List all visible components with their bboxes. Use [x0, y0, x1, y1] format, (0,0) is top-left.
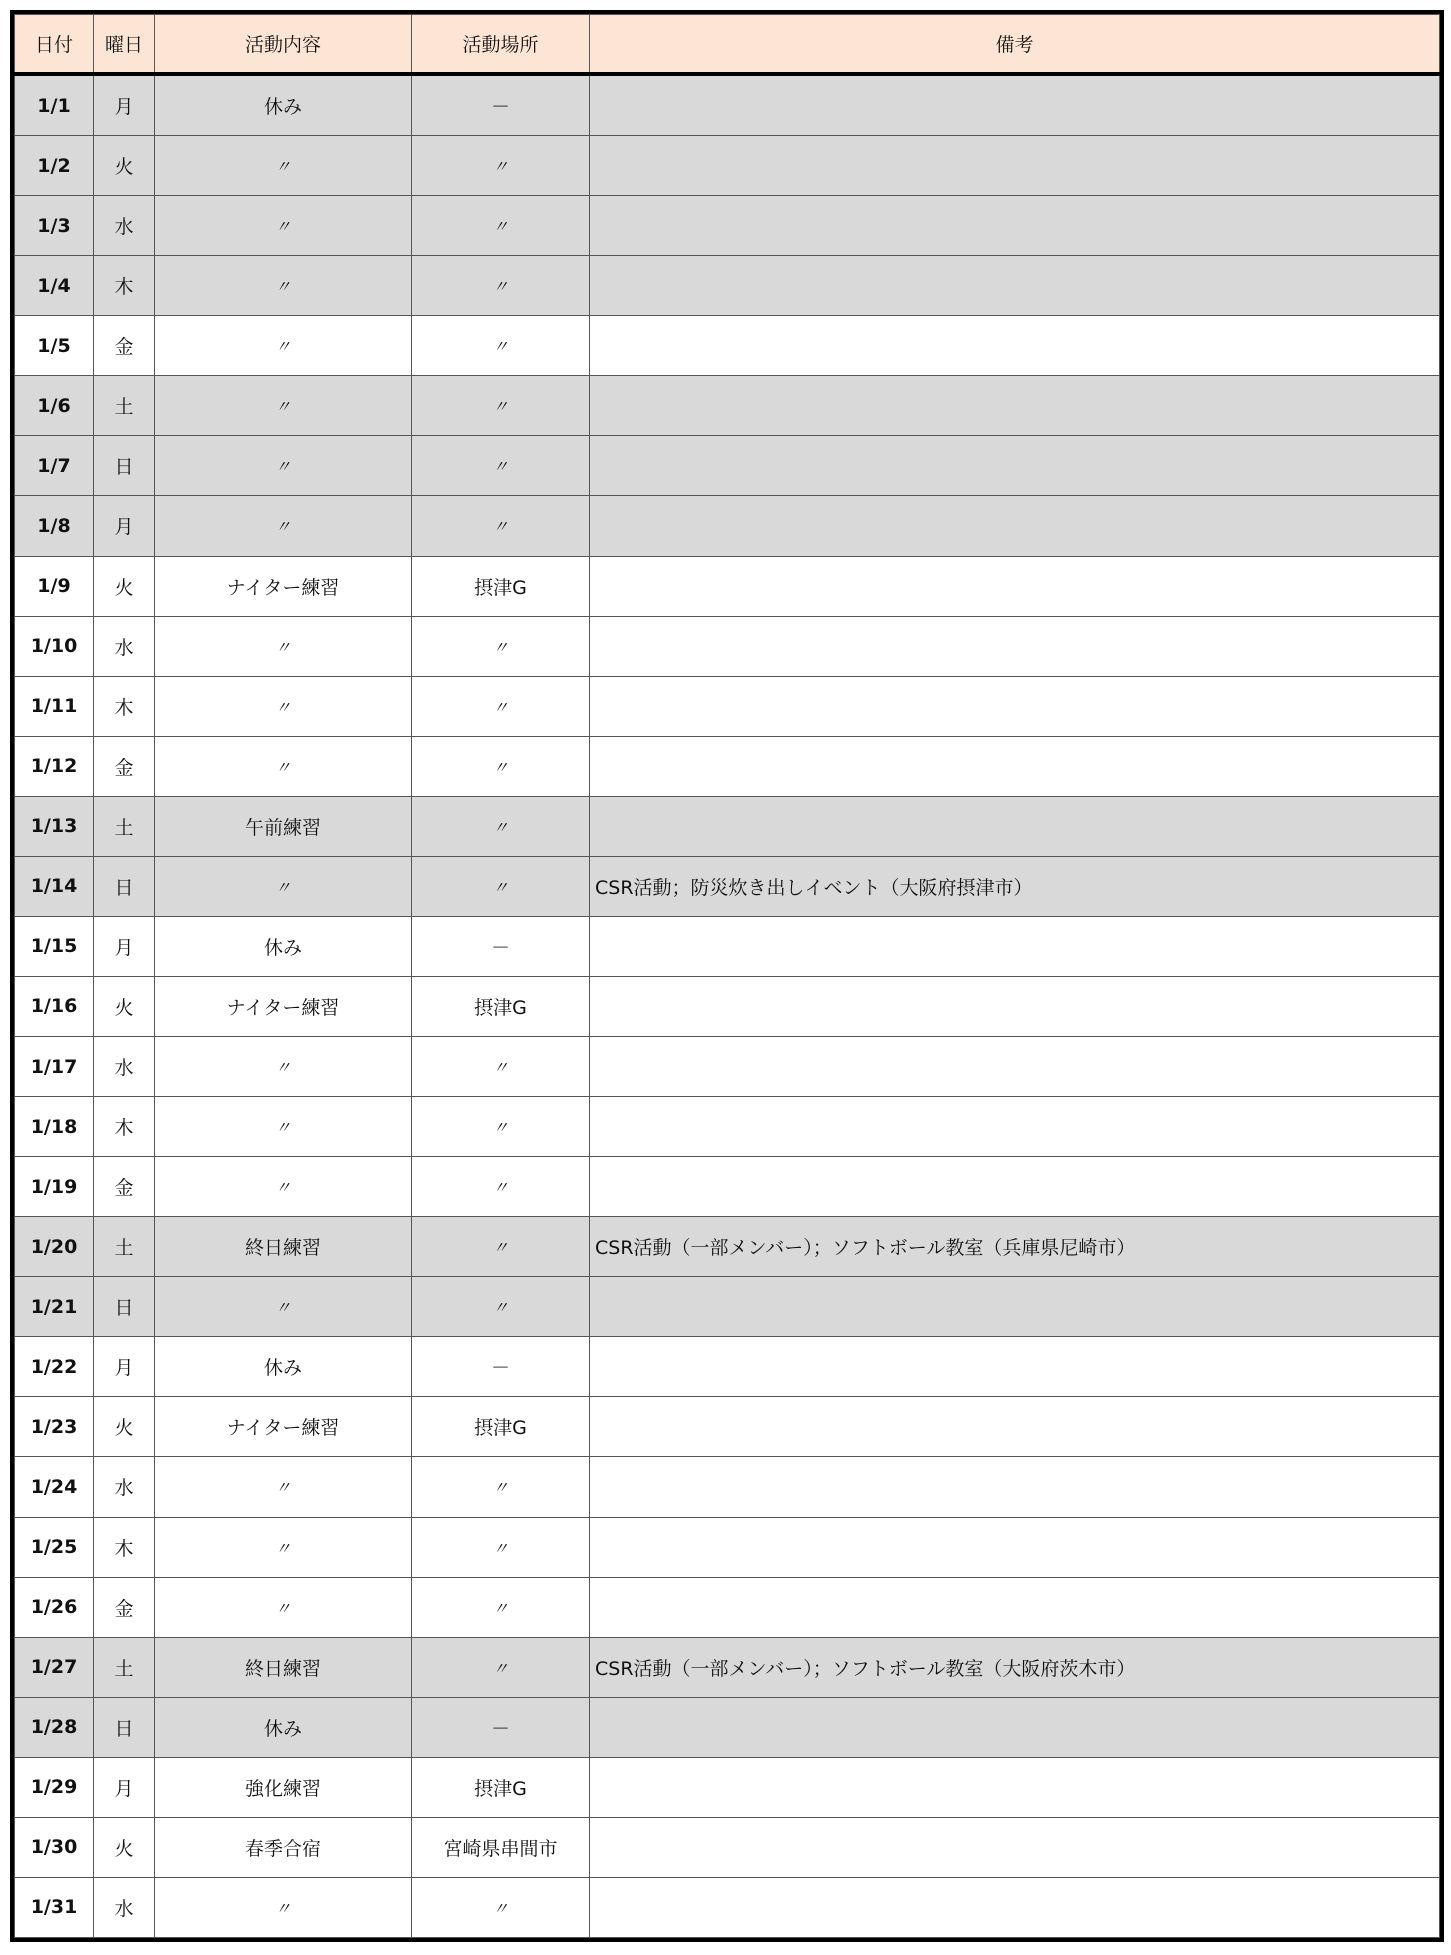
cell-note	[590, 1277, 1440, 1337]
cell-activity: 休み	[155, 74, 412, 136]
cell-date: 1/4	[15, 256, 94, 316]
table-row	[15, 616, 1440, 676]
cell-date: 1/30	[15, 1817, 94, 1877]
cell-day: 土	[94, 376, 155, 436]
header-row	[15, 15, 1440, 75]
table-row	[15, 796, 1440, 856]
cell-place: 摂津G	[412, 556, 590, 616]
cell-activity: 〃	[155, 856, 412, 916]
cell-note	[590, 1517, 1440, 1577]
cell-activity: 〃	[155, 1577, 412, 1637]
table-row	[15, 1157, 1440, 1217]
header-activity: 活動内容	[155, 15, 412, 75]
cell-activity: 終日練習	[155, 1637, 412, 1697]
cell-activity: ナイター練習	[155, 556, 412, 616]
cell-day: 金	[94, 736, 155, 796]
cell-date: 1/15	[15, 916, 94, 976]
table-row	[15, 136, 1440, 196]
table-row	[15, 1697, 1440, 1757]
cell-activity: 〃	[155, 436, 412, 496]
cell-day: 火	[94, 136, 155, 196]
cell-note	[590, 1397, 1440, 1457]
cell-place: 〃	[412, 196, 590, 256]
cell-place: 〃	[412, 1637, 590, 1697]
cell-place: 〃	[412, 256, 590, 316]
cell-activity: 〃	[155, 316, 412, 376]
cell-day: 水	[94, 616, 155, 676]
cell-date: 1/20	[15, 1217, 94, 1277]
cell-date: 1/27	[15, 1637, 94, 1697]
cell-note	[590, 1337, 1440, 1397]
cell-day: 日	[94, 856, 155, 916]
cell-note: CSR活動；防災炊き出しイベント（大阪府摂津市）	[590, 856, 1440, 916]
cell-note	[590, 256, 1440, 316]
cell-note	[590, 616, 1440, 676]
cell-place: 〃	[412, 1157, 590, 1217]
table-row	[15, 496, 1440, 556]
cell-place: 〃	[412, 1217, 590, 1277]
cell-note	[590, 376, 1440, 436]
cell-date: 1/25	[15, 1517, 94, 1577]
cell-date: 1/17	[15, 1037, 94, 1097]
cell-day: 金	[94, 1577, 155, 1637]
cell-place: －	[412, 1697, 590, 1757]
cell-note	[590, 556, 1440, 616]
cell-date: 1/10	[15, 616, 94, 676]
cell-place: 〃	[412, 796, 590, 856]
cell-note	[590, 1757, 1440, 1817]
cell-note	[590, 1457, 1440, 1517]
cell-activity: 〃	[155, 256, 412, 316]
cell-activity: 休み	[155, 1697, 412, 1757]
table-row	[15, 316, 1440, 376]
cell-date: 1/11	[15, 676, 94, 736]
cell-day: 水	[94, 1457, 155, 1517]
cell-date: 1/24	[15, 1457, 94, 1517]
cell-day: 土	[94, 796, 155, 856]
table-row	[15, 1037, 1440, 1097]
cell-note	[590, 496, 1440, 556]
cell-place: －	[412, 74, 590, 136]
cell-activity: 〃	[155, 1277, 412, 1337]
table-row	[15, 856, 1440, 916]
cell-place: 〃	[412, 1277, 590, 1337]
cell-note	[590, 74, 1440, 136]
cell-activity: 〃	[155, 1877, 412, 1937]
cell-place: 〃	[412, 736, 590, 796]
cell-place: 〃	[412, 376, 590, 436]
header-date: 日付	[15, 15, 94, 75]
table-row	[15, 1217, 1440, 1277]
cell-activity: 〃	[155, 1037, 412, 1097]
table-row	[15, 1817, 1440, 1877]
cell-place: 〃	[412, 1577, 590, 1637]
cell-day: 火	[94, 976, 155, 1036]
cell-day: 金	[94, 1157, 155, 1217]
cell-activity: 〃	[155, 1157, 412, 1217]
cell-date: 1/8	[15, 496, 94, 556]
cell-activity: 〃	[155, 736, 412, 796]
cell-note	[590, 1877, 1440, 1937]
cell-activity: 春季合宿	[155, 1817, 412, 1877]
cell-activity: 〃	[155, 376, 412, 436]
cell-place: 〃	[412, 436, 590, 496]
cell-day: 火	[94, 1817, 155, 1877]
cell-activity: 休み	[155, 916, 412, 976]
cell-day: 火	[94, 1397, 155, 1457]
cell-date: 1/1	[15, 74, 94, 136]
header-place: 活動場所	[412, 15, 590, 75]
cell-place: 〃	[412, 616, 590, 676]
cell-day: 月	[94, 74, 155, 136]
cell-day: 月	[94, 1337, 155, 1397]
cell-place: 〃	[412, 1097, 590, 1157]
cell-place: 摂津G	[412, 1757, 590, 1817]
cell-day: 水	[94, 1037, 155, 1097]
table-row	[15, 1877, 1440, 1937]
cell-day: 木	[94, 1097, 155, 1157]
cell-date: 1/12	[15, 736, 94, 796]
cell-note	[590, 736, 1440, 796]
cell-note	[590, 436, 1440, 496]
cell-activity: 〃	[155, 1517, 412, 1577]
cell-date: 1/18	[15, 1097, 94, 1157]
cell-day: 土	[94, 1217, 155, 1277]
cell-note: CSR活動（一部メンバー）；ソフトボール教室（兵庫県尼崎市）	[590, 1217, 1440, 1277]
cell-place: －	[412, 1337, 590, 1397]
cell-activity: 〃	[155, 676, 412, 736]
cell-day: 水	[94, 1877, 155, 1937]
cell-day: 水	[94, 196, 155, 256]
cell-place: 〃	[412, 1457, 590, 1517]
cell-day: 日	[94, 436, 155, 496]
cell-note	[590, 1817, 1440, 1877]
table-row	[15, 376, 1440, 436]
cell-note	[590, 316, 1440, 376]
cell-place: 摂津G	[412, 976, 590, 1036]
table-row	[15, 256, 1440, 316]
cell-date: 1/6	[15, 376, 94, 436]
cell-place: 〃	[412, 316, 590, 376]
table-row	[15, 736, 1440, 796]
table-row	[15, 916, 1440, 976]
cell-note	[590, 196, 1440, 256]
cell-note	[590, 1037, 1440, 1097]
cell-note	[590, 916, 1440, 976]
cell-note	[590, 796, 1440, 856]
cell-place: 〃	[412, 496, 590, 556]
cell-note	[590, 1097, 1440, 1157]
cell-day: 月	[94, 496, 155, 556]
cell-date: 1/13	[15, 796, 94, 856]
table-row	[15, 1637, 1440, 1697]
cell-place: 〃	[412, 1037, 590, 1097]
cell-date: 1/16	[15, 976, 94, 1036]
cell-note	[590, 1577, 1440, 1637]
cell-activity: 〃	[155, 1457, 412, 1517]
cell-activity: ナイター練習	[155, 1397, 412, 1457]
cell-activity: ナイター練習	[155, 976, 412, 1036]
cell-date: 1/9	[15, 556, 94, 616]
cell-date: 1/19	[15, 1157, 94, 1217]
cell-activity: 休み	[155, 1337, 412, 1397]
cell-date: 1/21	[15, 1277, 94, 1337]
cell-note	[590, 1157, 1440, 1217]
cell-date: 1/2	[15, 136, 94, 196]
header-note: 備考	[590, 15, 1440, 75]
cell-activity: 午前練習	[155, 796, 412, 856]
cell-note	[590, 1697, 1440, 1757]
cell-activity: 〃	[155, 136, 412, 196]
cell-day: 月	[94, 1757, 155, 1817]
table-row	[15, 1757, 1440, 1817]
table-row	[15, 1097, 1440, 1157]
cell-date: 1/23	[15, 1397, 94, 1457]
cell-activity: 〃	[155, 196, 412, 256]
cell-day: 月	[94, 916, 155, 976]
table-row	[15, 74, 1440, 136]
cell-activity: 〃	[155, 1097, 412, 1157]
table-row	[15, 1457, 1440, 1517]
cell-day: 木	[94, 1517, 155, 1577]
table-row	[15, 676, 1440, 736]
cell-activity: 終日練習	[155, 1217, 412, 1277]
cell-date: 1/7	[15, 436, 94, 496]
table-row	[15, 1337, 1440, 1397]
schedule-rows	[15, 74, 1440, 1938]
table-row	[15, 1577, 1440, 1637]
cell-date: 1/28	[15, 1697, 94, 1757]
cell-note	[590, 136, 1440, 196]
cell-day: 火	[94, 556, 155, 616]
cell-date: 1/3	[15, 196, 94, 256]
cell-place: 〃	[412, 676, 590, 736]
schedule-sheet	[10, 10, 1444, 1942]
table-row	[15, 1397, 1440, 1457]
cell-place: 〃	[412, 856, 590, 916]
header-day: 曜日	[94, 15, 155, 75]
cell-date: 1/22	[15, 1337, 94, 1397]
cell-day: 木	[94, 256, 155, 316]
cell-note	[590, 676, 1440, 736]
cell-activity: 強化練習	[155, 1757, 412, 1817]
table-row	[15, 556, 1440, 616]
cell-place: 摂津G	[412, 1397, 590, 1457]
cell-place: －	[412, 916, 590, 976]
cell-day: 土	[94, 1637, 155, 1697]
cell-date: 1/5	[15, 316, 94, 376]
cell-activity: 〃	[155, 616, 412, 676]
cell-date: 1/14	[15, 856, 94, 916]
table-row	[15, 976, 1440, 1036]
cell-place: 〃	[412, 136, 590, 196]
cell-day: 金	[94, 316, 155, 376]
table-row	[15, 1277, 1440, 1337]
table-row	[15, 196, 1440, 256]
cell-activity: 〃	[155, 496, 412, 556]
cell-date: 1/29	[15, 1757, 94, 1817]
table-row	[15, 436, 1440, 496]
cell-note: CSR活動（一部メンバー）；ソフトボール教室（大阪府茨木市）	[590, 1637, 1440, 1697]
cell-place: 宮崎県串間市	[412, 1817, 590, 1877]
table-row	[15, 1517, 1440, 1577]
cell-day: 日	[94, 1277, 155, 1337]
cell-day: 日	[94, 1697, 155, 1757]
cell-date: 1/26	[15, 1577, 94, 1637]
cell-place: 〃	[412, 1517, 590, 1577]
cell-date: 1/31	[15, 1877, 94, 1937]
schedule-table	[14, 14, 1440, 1938]
cell-note	[590, 976, 1440, 1036]
cell-place: 〃	[412, 1877, 590, 1937]
cell-day: 木	[94, 676, 155, 736]
